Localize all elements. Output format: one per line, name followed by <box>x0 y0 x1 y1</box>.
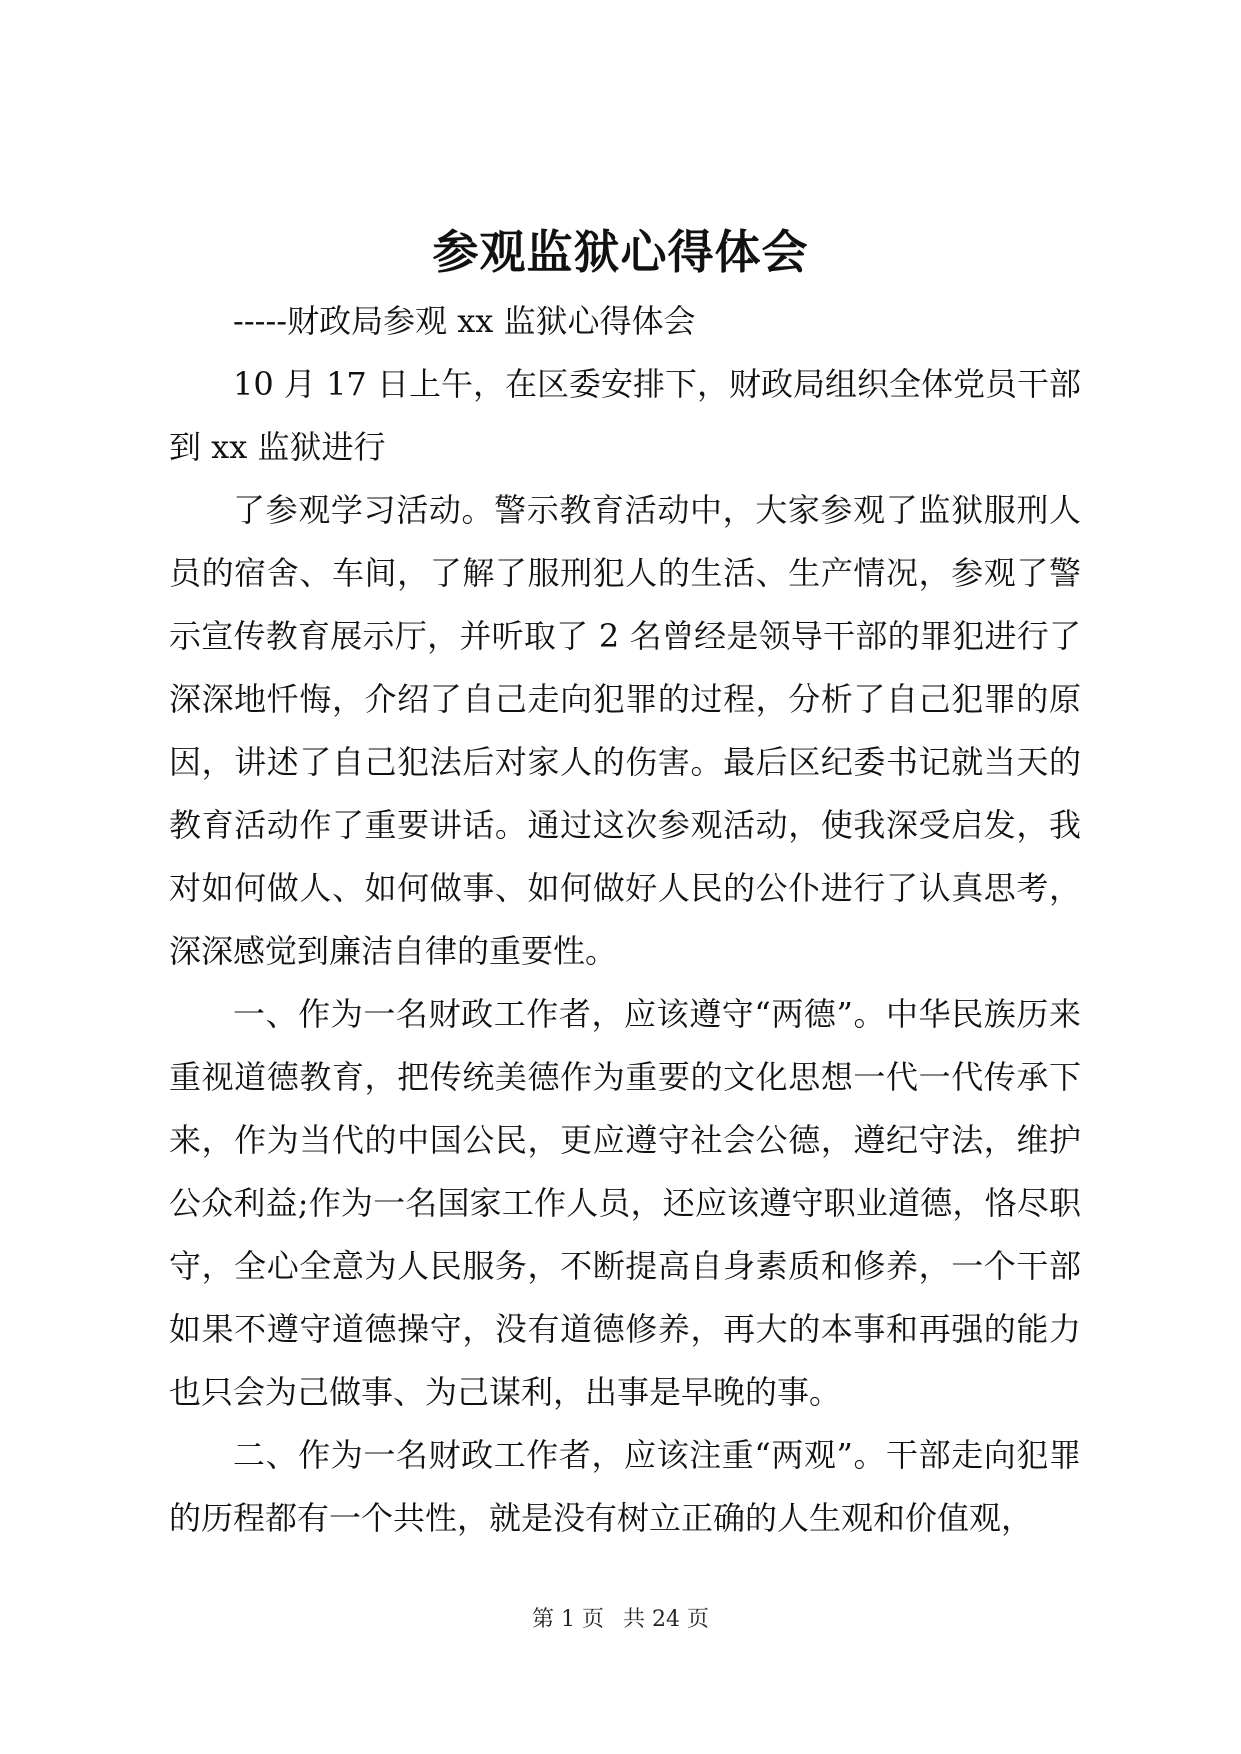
document-title: 参观监狱心得体会 <box>432 225 809 279</box>
document-body <box>169 290 1081 1550</box>
paragraph-1: 10 月 17 日上午，在区委安排下，财政局组织全体党员干部到 xx 监狱进行 <box>169 365 1081 466</box>
paragraph-3: 一、作为一名财政工作者，应该遵守“两德”。中华民族历来重视道德教育，把传统美德作为重要的文化思想一代一代传承下来，作为当代的中国公民，更应遵守社会公德，遵纪守法，维护公众利益;作为一名国家工作人员，还应该遵守职业道德，恪尽职守，全心全意为人民服务，不断提高自身素质和修养，一个干部如果不遵守道德操守，没有道德修养，再大的本事和再强的能力也只会为己做事、为己谋利，出事是早晚的事。 <box>169 995 1081 1411</box>
paragraph-2: 了参观学习活动。警示教育活动中，大家参观了监狱服刑人员的宿舍、车间，了解了服刑犯人的生活、生产情况，参观了警示宣传教育展示厅，并听取了 2 名曾经是领导干部的罪犯进行了深深地忏悔，介绍了自己走向犯罪的过程，分析了自己犯罪的原因，讲述了自己犯法后对家人的伤害。最后区纪委书记就当天的教育活动作了重要讲话。通过这次参观活动，使我深受启发，我对如何做人、如何做事、如何做好人民的公仆进行了认真思考，深深感觉到廉洁自律的重要性。 <box>169 491 1081 970</box>
document-subtitle: -----财政局参观 xx 监狱心得体会 <box>233 302 696 340</box>
page-number: 第 1 页 <box>532 1607 604 1632</box>
page-footer <box>0 1605 1241 1635</box>
paragraph-4: 二、作为一名财政工作者，应该注重“两观”。干部走向犯罪的历程都有一个共性，就是没有树立正确的人生观和价值观， <box>169 1436 1081 1537</box>
page-total: 共 24 页 <box>623 1607 709 1632</box>
